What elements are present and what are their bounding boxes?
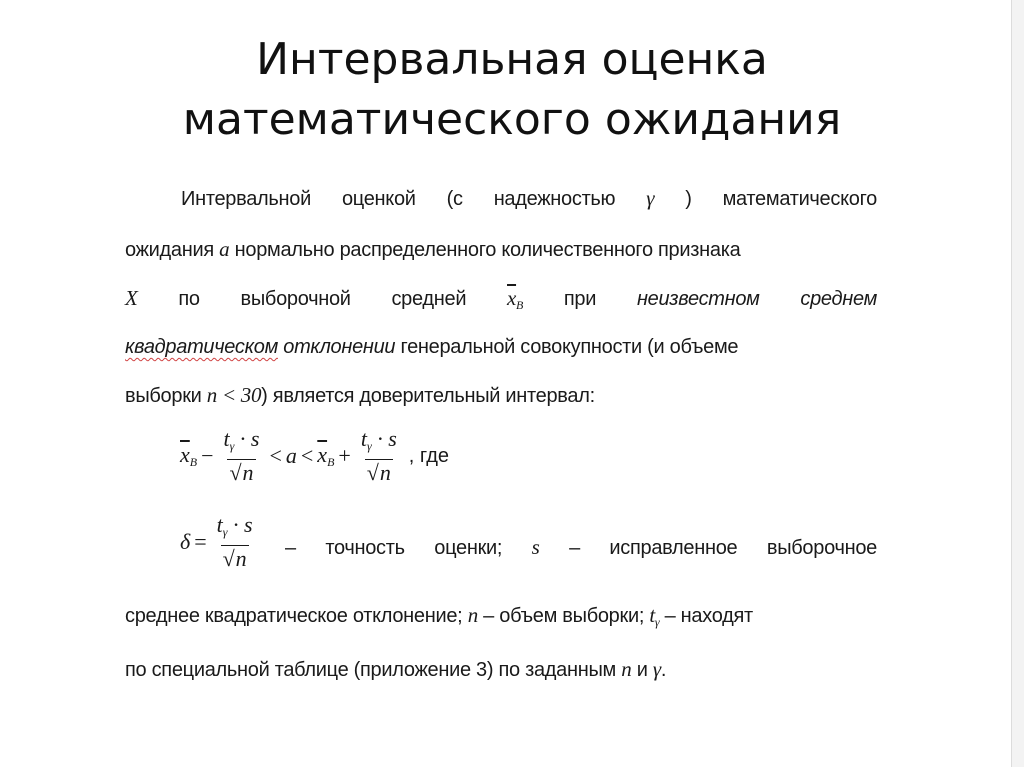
where-word: , где <box>408 444 450 467</box>
var-n: n <box>467 603 478 627</box>
confidence-interval-formula <box>180 428 449 484</box>
word: выборки <box>125 385 202 407</box>
para-line-2 <box>125 237 877 262</box>
var-X: X <box>125 286 138 310</box>
word: ожидания <box>125 239 214 261</box>
text-run: среднее квадратическое отклонение; <box>125 605 463 627</box>
less-than-sign: < <box>300 443 314 468</box>
var-s: s <box>531 535 540 559</box>
text-run: ) является доверительный интервал: <box>261 385 595 407</box>
equals-sign: = <box>194 529 207 554</box>
defs-line-2 <box>125 603 877 630</box>
defs-line-1 <box>285 535 877 560</box>
text-run: – объем выборки; <box>483 605 645 627</box>
para-line-5 <box>125 383 877 408</box>
word: исправленное <box>609 537 738 559</box>
word: при <box>563 288 597 310</box>
dash: – <box>285 537 296 559</box>
var-a: a <box>285 443 297 468</box>
text-run: – находят <box>664 605 753 627</box>
word: Интервальной <box>181 188 311 210</box>
text-run: нормально распределенного количественного признака <box>234 239 741 261</box>
word: точность <box>325 537 405 559</box>
text-run: по специальной таблице (приложение 3) по заданным <box>125 659 616 681</box>
slide-title <box>0 30 1024 150</box>
word: выборочное <box>766 537 877 559</box>
para-line-4 <box>125 336 877 359</box>
word-italic: среднем <box>800 288 877 310</box>
para-line-3 <box>125 286 877 313</box>
word: оценки; <box>434 537 503 559</box>
title-line-2: математического ожидания <box>182 94 842 145</box>
word-italic: неизвестном <box>636 288 760 310</box>
word: ) <box>685 188 692 210</box>
defs-line-3 <box>125 657 877 682</box>
gamma-symbol: γ <box>652 657 661 681</box>
word: математического <box>722 188 877 210</box>
word: (с <box>446 188 463 210</box>
sample-mean-symbol: $\overline{x}_B$ <box>507 286 524 312</box>
var-n: n <box>621 657 632 681</box>
gamma-symbol: γ <box>646 186 655 210</box>
word: оценкой <box>341 188 416 210</box>
n-less-30: n < 30 <box>206 383 262 407</box>
less-than-sign: < <box>269 443 282 468</box>
sample-mean-symbol: $\overline{x}_B$ <box>180 442 198 469</box>
sample-mean-symbol: $\overline{x}_B$ <box>317 442 335 469</box>
word: выборочной <box>240 288 351 310</box>
word-italic: отклонении <box>283 336 396 358</box>
plus-sign: + <box>338 443 351 468</box>
minus-sign: − <box>201 443 214 468</box>
text-run: генеральной совокупности (и объеме <box>400 336 739 358</box>
title-line-1: Интервальная оценка <box>256 34 768 85</box>
var-a: a <box>219 237 230 261</box>
t-gamma-symbol: $t_\gamma$ <box>649 603 660 629</box>
word-italic-underlined: квадратическом <box>125 336 278 358</box>
para-line-1 <box>181 186 877 211</box>
fraction: $\frac{t_\gamma \cdot s}{√n}$ <box>216 512 253 571</box>
accuracy-formula <box>180 514 259 570</box>
delta-symbol: δ <box>180 529 191 554</box>
dash: – <box>569 537 580 559</box>
word: по <box>178 288 200 310</box>
word: и <box>636 659 648 681</box>
word: средней <box>391 288 467 310</box>
word: надежностью <box>493 188 616 210</box>
period: . <box>660 659 667 681</box>
fraction: $\frac{t_\gamma \cdot s}{√n}$ <box>360 426 397 485</box>
fraction: $\frac{t_\gamma \cdot s}{√n}$ <box>223 426 260 485</box>
